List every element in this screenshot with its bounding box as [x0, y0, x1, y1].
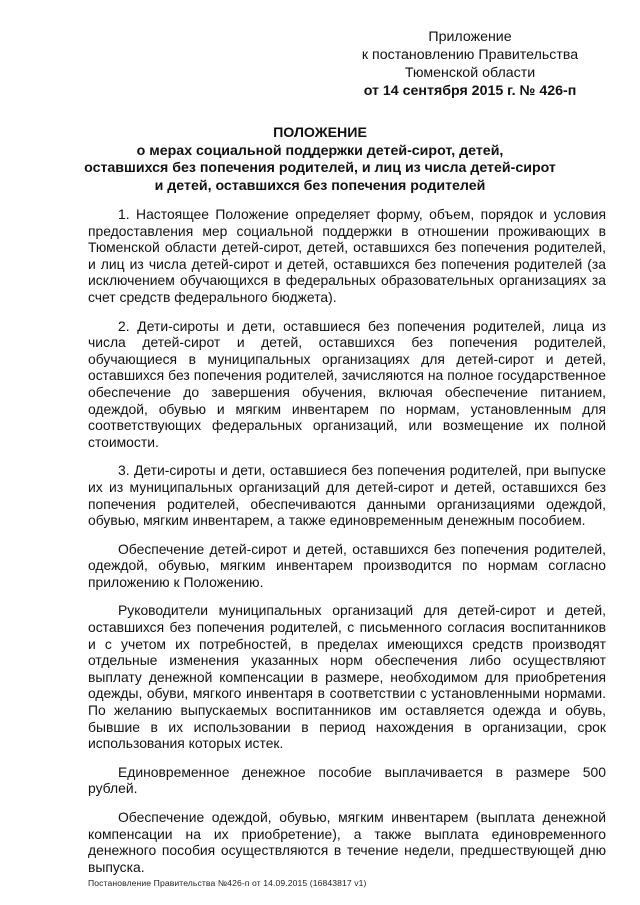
title-line-1: о мерах социальной поддержки детей-сирот, детей, [136, 142, 504, 159]
title-line-3: и детей, оставшихся без попечения родителей [154, 177, 486, 194]
appendix-region: Тюменской области [404, 65, 536, 81]
appendix-label: Приложение [428, 29, 512, 45]
paragraph-5: Руководители муниципальных организаций для детей-сирот и детей, оставшихся без попечения родителей, с письменного согласия воспитанников и с учетом их потребностей, в пределах имеющихся средств производят отдельные изменения указанных норм обеспечения либо осуществляют выплату денежной компенсации в размере, необходимом для приобретения одежды, обуви, мягкого инвентаря в соответствии с установленными нормами. По желанию выпускаемых воспитанников им оставляется одежда и обувь, бывшие в их использовании в период нахождения в организации, срок использования которых истек. [88, 602, 606, 752]
paragraph-6: Единовременное денежное пособие выплачивается в размере 500 рублей. [88, 763, 606, 797]
paragraph-2: 2. Дети-сироты и дети, оставшиеся без попечения родителей, лица из числа детей-сирот и детей, оставшихся без попечения родителей, обучающиеся в муниципальных организациях для детей-сирот и детей, оставшихся без попечения родителей, зачисляются на полное государственное обеспечение до завершения обучения, включая обеспечение питанием, одеждой, обувью и мягким инвентарем по нормам, установленным для соответствующих федеральных организаций, или возмещение их полной стоимости. [88, 317, 606, 450]
appendix-resolution-ref: к постановлению Правительства [361, 47, 579, 63]
appendix-date-number: от 14 сентября 2015 г. № 426-п [363, 83, 577, 99]
title-heading: ПОЛОЖЕНИЕ [273, 125, 367, 141]
paragraph-3: 3. Дети-сироты и дети, оставшиеся без попечения родителей, при выпуске их из муниципальных организаций для детей-сирот и детей, оставшихся без попечения родителей, обеспечиваются данными организациями одеждой, обувью, мягким инвентарем, а также единовременным денежным пособием. [88, 462, 606, 529]
paragraph-4: Обеспечение детей-сирот и детей, оставшихся без попечения родителей, одеждой, обувью, мягким инвентарем производится по нормам согласно приложению к Положению. [88, 540, 606, 590]
document-body [88, 206, 606, 887]
paragraph-1: 1. Настоящее Положение определяет форму, объем, порядок и условия предоставления мер социальной поддержки в отношении проживающих в Тюменской области детей-сирот, детей, оставшихся без попечения родителей, и лиц из числа детей-сирот и детей, оставшихся без попечения родителей (за исключением обучающихся в федеральных образовательных организациях за счет средств федерального бюджета). [88, 206, 606, 305]
document-footer: Постановление Правительства №426-п от 14.09.2015 (16843817 v1) [88, 878, 367, 888]
paragraph-7: Обеспечение одеждой, обувью, мягким инвентарем (выплата денежной компенсации на их приобретение), а также выплата единовременного денежного пособия осуществляются в течение недели, предшествующей дню выпуска. [88, 809, 606, 875]
document-title [60, 125, 580, 195]
appendix-header [340, 28, 600, 100]
title-line-2: оставшихся без попечения родителей, и лиц из числа детей-сирот [84, 160, 556, 176]
